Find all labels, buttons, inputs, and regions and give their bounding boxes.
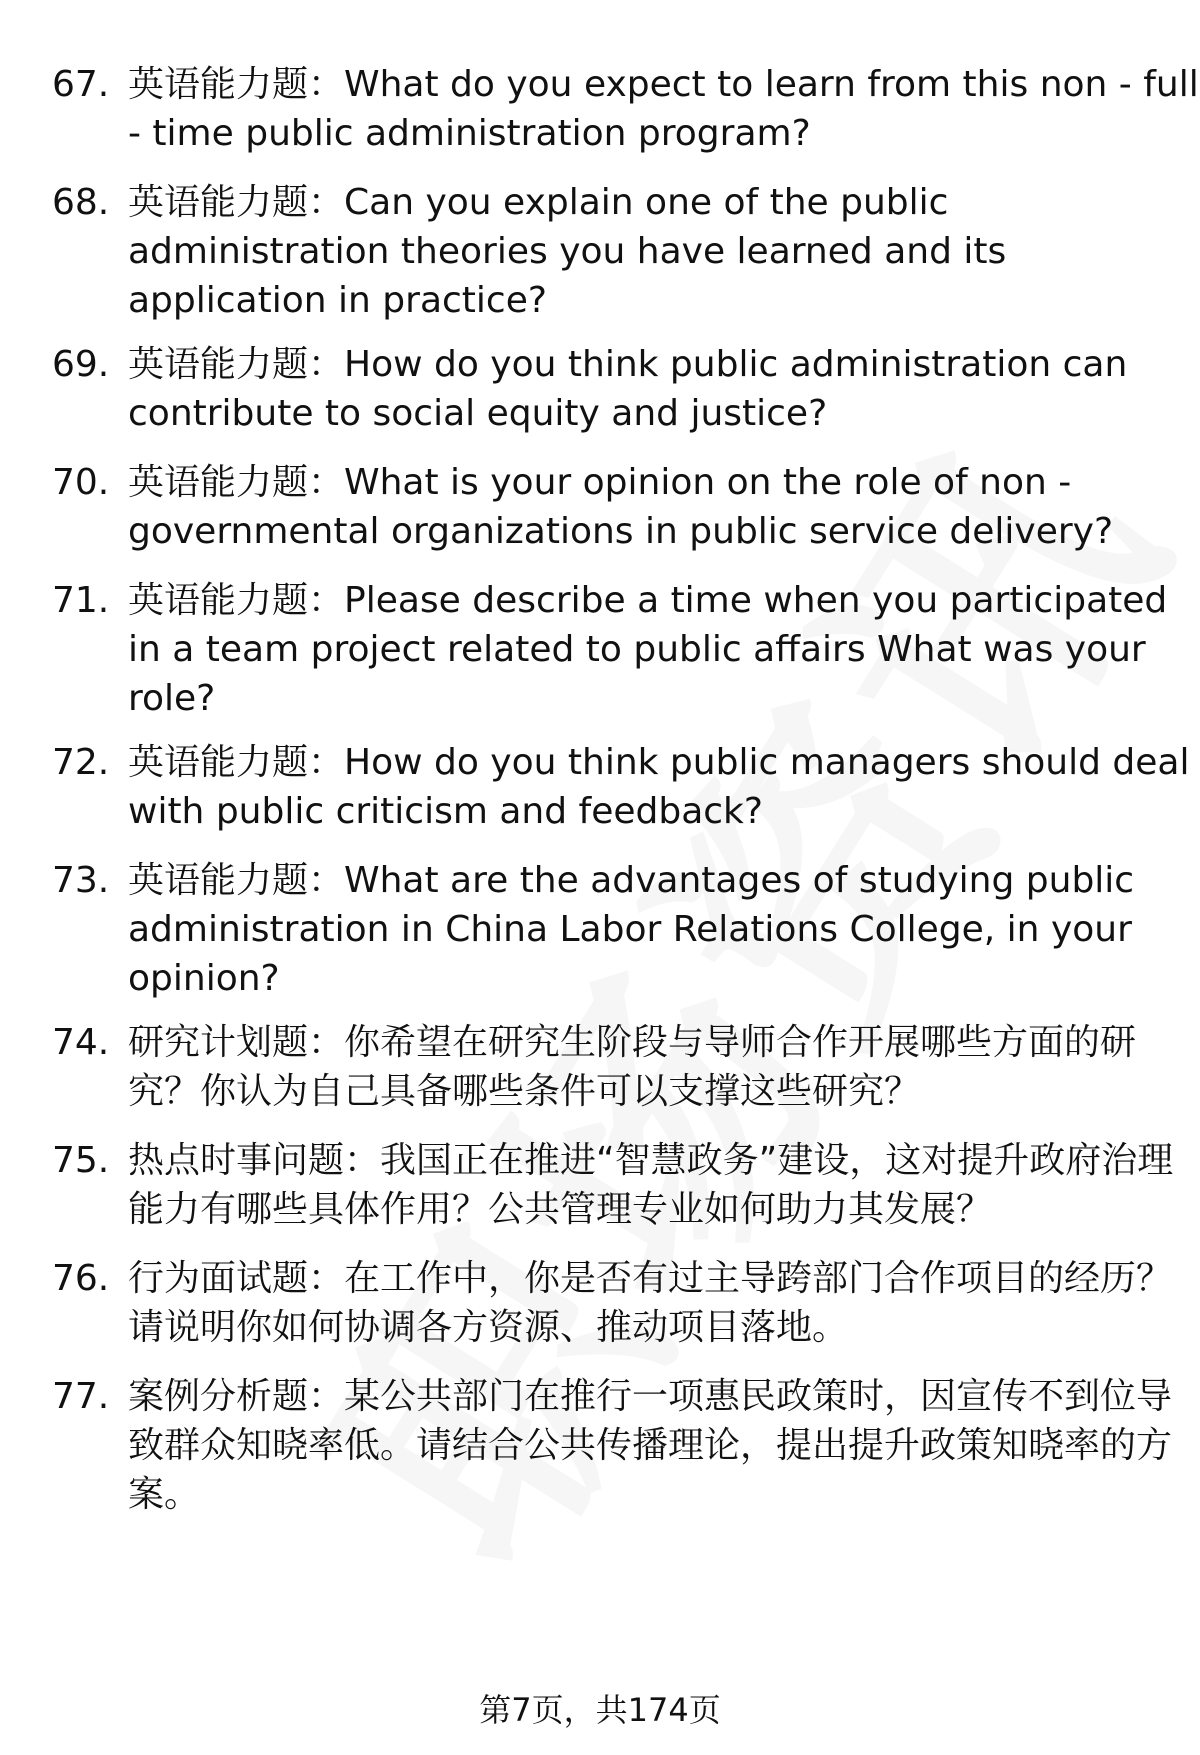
question-text: 英语能力题：How do you think public administration can contribute to social equity and justice?: [128, 344, 1128, 434]
question-number: 67.: [52, 64, 110, 105]
question-text: 热点时事问题：我国正在推进“智慧政务”建设，这对提升政府治理能力有哪些具体作用？公共管理专业如何助力其发展？: [128, 1140, 1174, 1230]
page-footer: 第7页，共174页: [479, 1691, 721, 1729]
question-text: 英语能力题：What do you expect to learn from this non - full - time public administration program?: [128, 64, 1199, 154]
question-text: 英语能力题：What is your opinion on the role of non - governmental organizations in public service delivery?: [128, 462, 1114, 552]
question-number: 72.: [52, 742, 110, 783]
question-text: 英语能力题：What are the advantages of studying public administration in China Labor Relations College, in your opinion?: [128, 860, 1135, 999]
question-number: 74.: [52, 1022, 110, 1063]
question-number: 68.: [52, 182, 110, 223]
question-number: 70.: [52, 462, 110, 503]
question-number: 76.: [52, 1258, 110, 1299]
question-text: 英语能力题：Can you explain one of the public administration theories you have learned and its application in practice?: [128, 182, 1007, 321]
question-text: 研究计划题：你希望在研究生阶段与导师合作开展哪些方面的研究？你认为自己具备哪些条件可以支撑这些研究？: [128, 1022, 1137, 1112]
question-text: 英语能力题：Please describe a time when you participated in a team project related to public affairs What was your role?: [128, 580, 1168, 719]
question-number: 77.: [52, 1376, 110, 1417]
question-number: 75.: [52, 1140, 110, 1181]
question-text: 行为面试题：在工作中，你是否有过主导跨部门合作项目的经历？请说明你如何协调各方资源、推动项目落地。: [128, 1258, 1173, 1348]
question-text: 英语能力题：How do you think public managers should deal with public criticism and feedback?: [128, 742, 1190, 832]
question-number: 71.: [52, 580, 110, 621]
question-number: 73.: [52, 860, 110, 901]
question-text: 案例分析题：某公共部门在推行一项惠民政策时，因宣传不到位导致群众知晓率低。请结合公共传播理论，提出提升政策知晓率的方案。: [128, 1376, 1173, 1515]
question-number: 69.: [52, 344, 110, 385]
